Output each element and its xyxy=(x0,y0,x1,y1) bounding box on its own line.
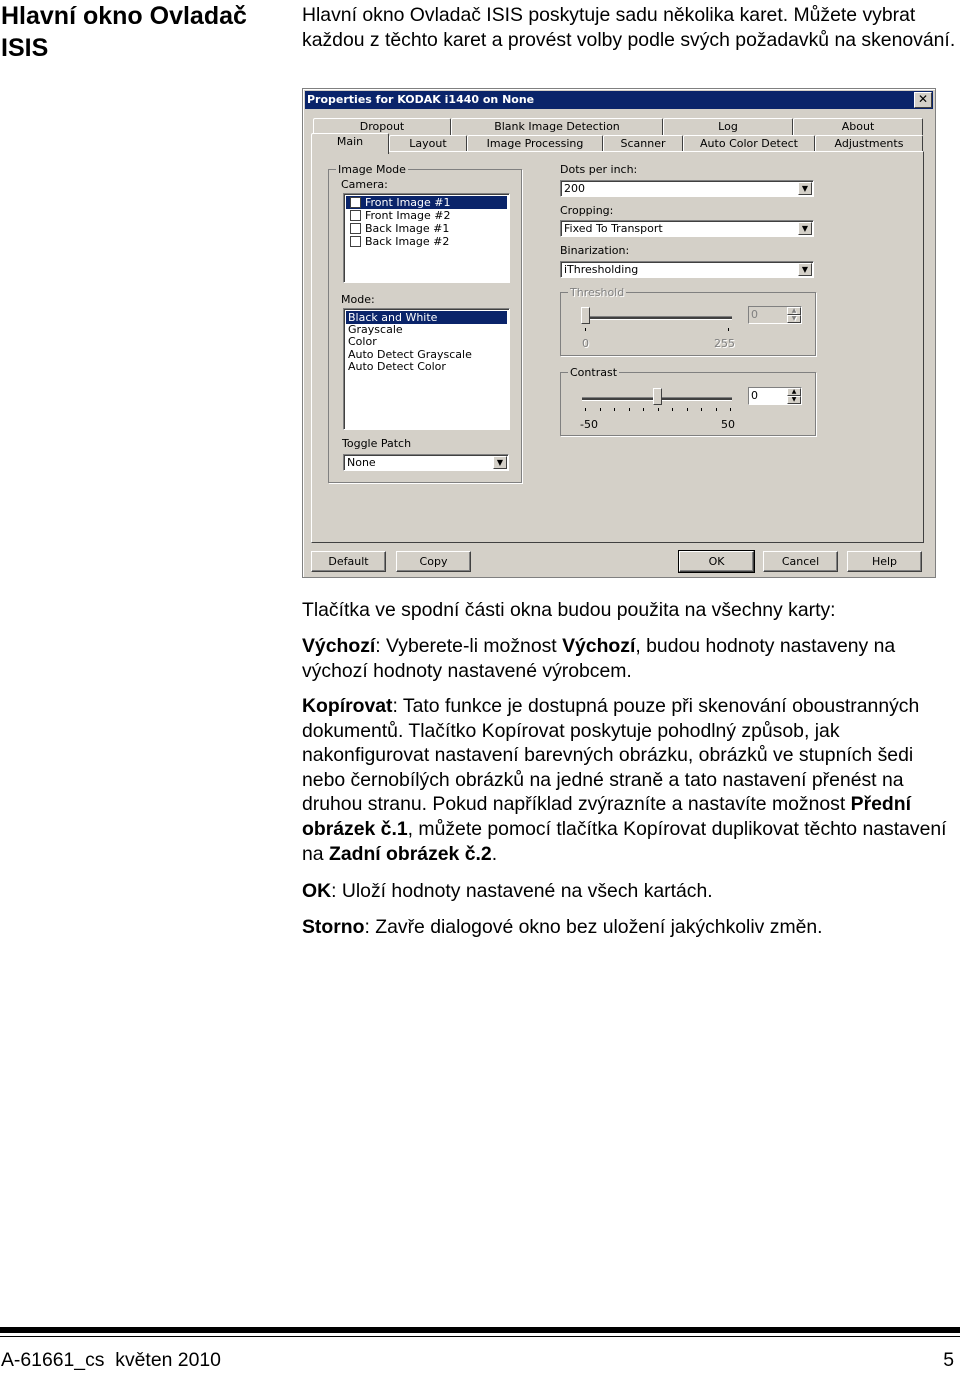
chevron-down-icon[interactable]: ▼ xyxy=(798,222,812,235)
dpi-label: Dots per inch: xyxy=(560,163,638,176)
slider-tick xyxy=(701,408,702,411)
default-paragraph: Výchozí: Vyberete-li možnost Výchozí, budou hodnoty nastaveny na výchozí hodnoty nastavené výrobcem. xyxy=(302,635,896,682)
footer-rule-thick xyxy=(0,1327,960,1333)
help-button[interactable]: Help xyxy=(847,551,922,572)
dialog-titlebar xyxy=(305,91,933,109)
chevron-down-icon[interactable]: ▼ xyxy=(798,182,812,195)
properties-dialog xyxy=(302,88,936,578)
toggle-patch-combo[interactable]: None ▼ xyxy=(343,454,509,471)
contrast-slider-thumb[interactable] xyxy=(653,388,662,405)
slider-tick xyxy=(716,408,717,411)
camera-item-back-2[interactable]: Back Image #2 xyxy=(346,235,507,248)
camera-listbox[interactable] xyxy=(343,193,510,283)
contrast-min-label: -50 xyxy=(580,418,598,431)
page-number: 5 xyxy=(943,1349,954,1371)
tab-dropout[interactable]: Dropout xyxy=(313,118,451,135)
toggle-patch-label: Toggle Patch xyxy=(342,437,412,450)
tab-main[interactable]: Main xyxy=(311,133,389,154)
threshold-max-label: 255 xyxy=(714,337,735,350)
spin-down-icon[interactable]: ▼ xyxy=(787,315,801,323)
slider-tick xyxy=(643,408,644,411)
binarization-combo[interactable]: iThresholding ▼ xyxy=(560,261,814,278)
ok-term: OK xyxy=(302,880,332,902)
copy-paragraph: Kopírovat: Tato funkce je dostupná pouze při skenování oboustranných dokumentů. Tlačítko Kopírovat poskytuje pohodlný způsob, jak nakonfigurovat nastavení barevných obrázku, obrázků ve stupních šedi nebo černobílých obrázků na jedné straně a tato nastavení přenést na druhou stranu. Pokud například zvýrazníte a nastavíte možnost Přední obrázek č.1, můžete pomocí tlačítka Kopírovat duplikovat těchto nastavení na Zadní obrázek č.2. xyxy=(302,695,947,865)
cancel-button[interactable]: Cancel xyxy=(763,551,838,572)
cropping-label: Cropping: xyxy=(560,204,614,217)
mode-item[interactable]: Grayscale xyxy=(348,323,403,336)
tab-layout[interactable]: Layout xyxy=(389,135,467,152)
checkbox-icon[interactable] xyxy=(350,210,361,221)
dialog-title: Properties for KODAK i1440 on None xyxy=(307,93,535,106)
tab-scanner[interactable]: Scanner xyxy=(603,135,683,152)
mode-item[interactable]: Color xyxy=(348,335,377,348)
mode-item[interactable]: Black and White xyxy=(346,311,507,324)
mode-item[interactable]: Auto Detect Color xyxy=(348,360,446,373)
footer-rule-thin xyxy=(0,1336,960,1337)
slider-tick xyxy=(672,408,673,411)
checkbox-checked-icon[interactable]: ✓ xyxy=(351,197,360,207)
mode-item[interactable]: Auto Detect Grayscale xyxy=(348,348,472,361)
copy-button[interactable]: Copy xyxy=(396,551,471,572)
footer-doc-id: A-61661_cs květen 2010 xyxy=(1,1349,221,1371)
slider-tick xyxy=(658,408,659,411)
spin-up-icon[interactable]: ▲ xyxy=(787,307,801,315)
binarization-label: Binarization: xyxy=(560,244,630,257)
camera-item-front-1[interactable]: ✓ Front Image #1 xyxy=(346,196,507,209)
cancel-paragraph: Storno: Zavře dialogové okno bez uložení jakýchkoliv změn. xyxy=(302,916,823,938)
tab-about[interactable]: About xyxy=(793,118,923,135)
tab-adjustments[interactable]: Adjustments xyxy=(815,135,923,152)
chevron-down-icon[interactable]: ▼ xyxy=(493,456,507,469)
slider-tick xyxy=(687,408,688,411)
slider-tick xyxy=(585,408,586,411)
section-title: Hlavní okno Ovladač ISIS xyxy=(1,2,247,62)
threshold-slider-thumb[interactable] xyxy=(581,307,590,324)
threshold-spinner[interactable]: 0 ▲ ▼ xyxy=(748,306,802,324)
close-icon[interactable]: ✕ xyxy=(914,92,932,108)
spin-up-icon[interactable]: ▲ xyxy=(787,388,801,396)
checkbox-icon[interactable] xyxy=(350,223,361,234)
main-tab-panel xyxy=(311,151,924,543)
chevron-down-icon[interactable]: ▼ xyxy=(798,263,812,276)
ok-paragraph: OK: Uloží hodnoty nastavené na všech kartách. xyxy=(302,880,713,902)
copy-term: Kopírovat xyxy=(302,695,393,717)
slider-tick xyxy=(600,408,601,411)
tab-image-processing[interactable]: Image Processing xyxy=(467,135,603,152)
cropping-combo[interactable]: Fixed To Transport ▼ xyxy=(560,220,814,237)
slider-tick xyxy=(728,328,729,331)
copy-term-front: Přední obrázek č.1 xyxy=(302,793,911,840)
slider-tick xyxy=(629,408,630,411)
image-mode-label: Image Mode xyxy=(338,163,406,176)
threshold-min-label: 0 xyxy=(582,337,589,350)
threshold-label: Threshold xyxy=(570,286,625,299)
camera-item-front-2[interactable]: Front Image #2 xyxy=(346,209,507,222)
dpi-combo[interactable]: 200 ▼ xyxy=(560,180,814,197)
default-button[interactable]: Default xyxy=(311,551,386,572)
checkbox-icon[interactable] xyxy=(350,236,361,247)
contrast-label: Contrast xyxy=(570,366,618,379)
slider-tick xyxy=(614,408,615,411)
tab-auto-color-detect[interactable]: Auto Color Detect xyxy=(683,135,815,152)
camera-label: Camera: xyxy=(341,178,388,191)
spin-down-icon[interactable]: ▼ xyxy=(787,396,801,404)
mode-listbox[interactable] xyxy=(343,308,510,430)
intro-paragraph: Hlavní okno Ovladač ISIS poskytuje sadu několika karet. Můžete vybrat každou z těchto karet a provést volby podle svých požadavků na skenování. xyxy=(302,4,956,51)
contrast-spinner[interactable]: 0 ▲ ▼ xyxy=(748,387,802,405)
copy-term-back: Zadní obrázek č.2 xyxy=(328,842,492,865)
tab-log[interactable]: Log xyxy=(663,118,793,135)
tab-blank-image-detection[interactable]: Blank Image Detection xyxy=(451,118,663,135)
default-term-inline: Výchozí xyxy=(562,635,636,657)
threshold-group xyxy=(560,292,816,356)
buttons-heading: Tlačítka ve spodní části okna budou použita na všechny karty: xyxy=(302,599,836,621)
mode-label: Mode: xyxy=(341,293,375,306)
ok-button[interactable]: OK xyxy=(679,551,754,572)
default-term: Výchozí xyxy=(302,635,376,657)
slider-tick xyxy=(730,408,731,411)
slider-tick xyxy=(585,328,586,331)
contrast-max-label: 50 xyxy=(721,418,735,431)
threshold-slider-track xyxy=(582,316,732,320)
cancel-term: Storno xyxy=(302,916,365,938)
camera-item-back-1[interactable]: Back Image #1 xyxy=(346,222,507,235)
